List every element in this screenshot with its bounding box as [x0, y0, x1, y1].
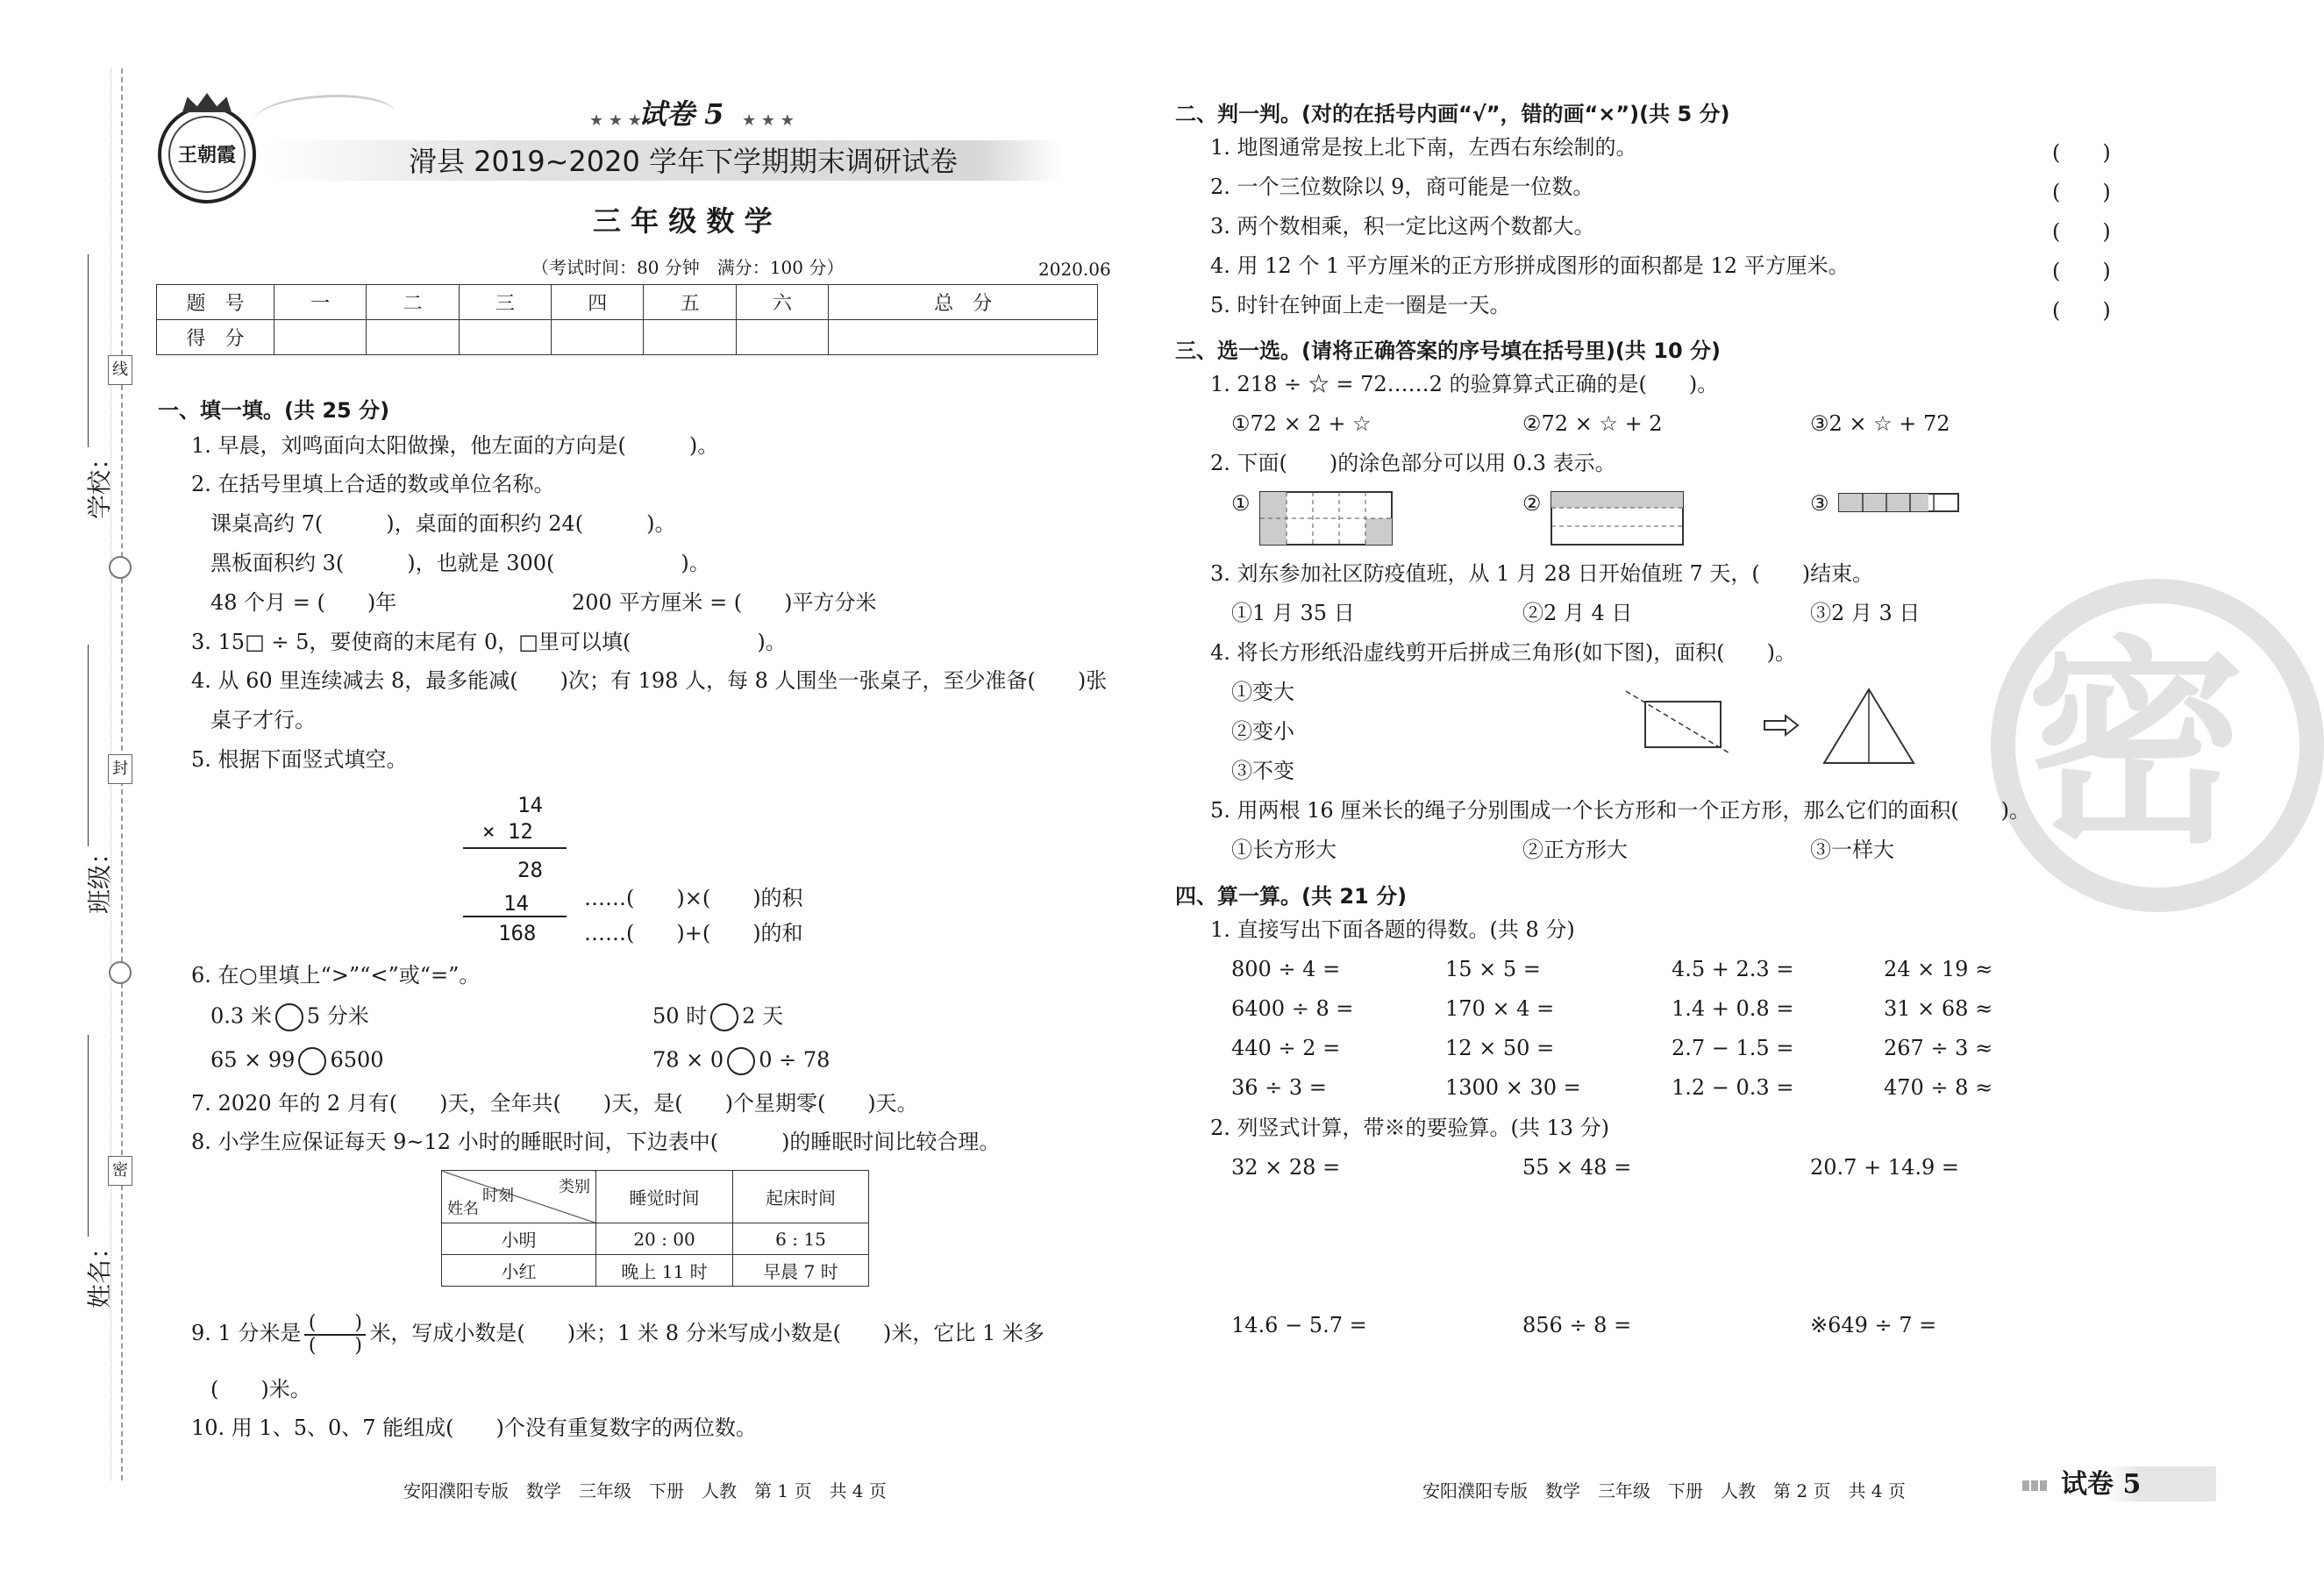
judge-item-3: 3. 两个数相乘，积一定比这两个数都大。	[1210, 214, 1595, 239]
header-stars-right: ★ ★ ★	[742, 111, 795, 130]
corner-label: 试卷 5	[2061, 1469, 2142, 1500]
oral-item: 1.4 + 0.8 =	[1672, 996, 1794, 1021]
corner-label-top: 类别	[559, 1178, 590, 1196]
judge-item-4: 4. 用 12 个 1 平方厘米的正方形拼成图形的面积都是 12 平方厘米。	[1210, 253, 1850, 278]
question-1-9-cont: ( )米。	[210, 1377, 311, 1401]
score-header-cell: 三	[459, 285, 551, 320]
choice-option[interactable]: ③一样大	[1810, 838, 1894, 862]
exam-date: 2020.06	[1038, 259, 1111, 280]
compare-left: 65 × 99	[210, 1047, 296, 1073]
question-1-4: 4. 从 60 里连续减去 8，最多能减( )次；有 198 人，每 8 人围坐一张桌子，至少准备( )张	[191, 668, 1108, 693]
corner-squares-icon	[2022, 1480, 2047, 1491]
name-field-line	[88, 1035, 89, 1237]
vertical-calc-note1: ……( )×( )的积	[584, 886, 803, 910]
choice-option[interactable]: ③	[1810, 491, 1829, 516]
compare-circle[interactable]	[710, 1003, 738, 1031]
class-field-line	[88, 645, 89, 846]
score-header-cell: 一	[274, 285, 367, 320]
logo-text: 王朝霞	[177, 144, 236, 167]
table-row	[442, 1255, 869, 1287]
judge-answer-4[interactable]: ( )	[2052, 259, 2111, 283]
choice-option[interactable]: ②变小	[1231, 719, 1294, 744]
watermark-text: 密	[2026, 617, 2245, 873]
judge-answer-5[interactable]: ( )	[2052, 298, 2111, 323]
judge-item-1: 1. 地图通常是按上北下南，左西右东绘制的。	[1210, 135, 1637, 160]
compare-circle[interactable]	[275, 1003, 303, 1031]
choice-question-3: 3. 刘东参加社区防疫值班，从 1 月 28 日开始值班 7 天，( )结束。	[1210, 561, 1874, 586]
score-input-cell[interactable]	[644, 320, 736, 355]
judge-answer-1[interactable]: ( )	[2052, 140, 2111, 165]
vertical-calc-item: 14.6 − 5.7 =	[1231, 1313, 1367, 1337]
vertical-calc-line3: 28	[496, 858, 543, 882]
choice-question-2: 2. 下面( )的涂色部分可以用 0.3 表示。	[1210, 451, 1616, 475]
sleep-cell: 20 : 00	[596, 1223, 733, 1255]
score-input-cell[interactable]	[459, 320, 551, 355]
question-1-9-start: 9. 1 分米是	[191, 1321, 302, 1345]
oral-item: 170 × 4 =	[1445, 996, 1555, 1021]
name-label: 姓名：	[85, 1234, 115, 1309]
question-1-2d: 200 平方厘米 = ( )平方分米	[572, 590, 877, 615]
choice-option[interactable]: ①	[1231, 491, 1251, 516]
vertical-calc-line4: 14	[482, 891, 529, 916]
part1-title: 一、填一填。(共 25 分)	[158, 398, 390, 423]
question-1-2c: 48 个月 = ( )年	[210, 590, 397, 615]
table-row	[157, 285, 1098, 320]
judge-answer-3[interactable]: ( )	[2052, 219, 2111, 244]
score-table	[156, 284, 1098, 355]
oral-item: 800 ÷ 4 =	[1231, 957, 1341, 981]
judge-item-2: 2. 一个三位数除以 9，商可能是一位数。	[1210, 175, 1594, 199]
vertical-calc-item: 55 × 48 =	[1522, 1155, 1632, 1180]
seal-mark-feng: 封	[108, 754, 132, 784]
choice-option[interactable]: ②2 月 4 日	[1522, 601, 1633, 625]
shaded-grid-figure-3	[1838, 493, 1959, 512]
compare-row-a	[210, 1003, 369, 1031]
oral-item: 1.2 − 0.3 =	[1672, 1075, 1794, 1100]
fraction-denominator: ( )	[308, 1334, 363, 1357]
table-row	[442, 1223, 869, 1255]
sleep-cell: 小明	[442, 1223, 596, 1255]
header-stars-left: ★ ★ ★	[589, 111, 642, 130]
score-input-cell[interactable]	[829, 320, 1098, 355]
binding-dot-icon	[109, 556, 132, 579]
sleep-header-cell: 起床时间	[733, 1171, 869, 1223]
compare-circle[interactable]	[727, 1047, 755, 1075]
choice-question-4: 4. 将长方形纸沿虚线剪开后拼成三角形(如下图)，面积( )。	[1210, 640, 1796, 665]
oral-item: 470 ÷ 8 ≈	[1884, 1075, 1993, 1100]
vertical-calc-item: 856 ÷ 8 =	[1522, 1313, 1632, 1337]
score-label-cell: 得 分	[157, 320, 274, 355]
compare-right: 5 分米	[306, 1003, 369, 1029]
compare-circle[interactable]	[298, 1047, 326, 1075]
oral-item: 31 × 68 ≈	[1884, 996, 1993, 1021]
vertical-calc-rule	[463, 847, 567, 849]
score-input-cell[interactable]	[736, 320, 828, 355]
main-title: 滑县 2019~2020 学年下学期期末调研试卷	[409, 145, 959, 178]
question-1-5: 5. 根据下面竖式填空。	[191, 747, 408, 772]
logo-crown-icon	[182, 93, 232, 112]
vertical-calc-item: ※649 ÷ 7 =	[1810, 1313, 1937, 1337]
seal-mark-mi: 密	[108, 1156, 132, 1186]
choice-question-1: 1. 218 ÷ ☆ = 72……2 的验算算式正确的是( )。	[1210, 372, 1719, 396]
choice-option[interactable]: ②72 × ☆ + 2	[1522, 411, 1663, 436]
question-1-2a: 课桌高约 7( )，桌面的面积约 24( )。	[210, 511, 676, 536]
oral-item: 12 × 50 =	[1445, 1036, 1555, 1060]
choice-option[interactable]: ①变大	[1231, 680, 1294, 704]
question-1-9-end: 米，写成小数是( )米；1 米 8 分米写成小数是( )米，它比 1 米多	[369, 1321, 1044, 1345]
table-row	[157, 320, 1098, 355]
question-1-9	[191, 1307, 1044, 1359]
arrow-right-icon	[1763, 714, 1800, 737]
choice-option[interactable]: ①1 月 35 日	[1231, 601, 1355, 625]
question-1-2b: 黑板面积约 3( )，也就是 300( )。	[210, 551, 710, 575]
question-1-3: 3. 15□ ÷ 5，要使商的末尾有 0，□里可以填( )。	[191, 630, 787, 654]
choice-option[interactable]: ③不变	[1231, 759, 1294, 783]
oral-item: 24 × 19 ≈	[1884, 957, 1993, 981]
vertical-calc-item: 20.7 + 14.9 =	[1810, 1155, 1959, 1180]
question-1-8: 8. 小学生应保证每天 9~12 小时的睡眠时间，下边表中( )的睡眠时间比较合理。	[191, 1130, 1001, 1154]
table-row	[442, 1171, 869, 1223]
oral-item: 4.5 + 2.3 =	[1672, 957, 1794, 981]
compare-left: 0.3 米	[210, 1003, 272, 1029]
compare-row-b	[652, 1003, 783, 1031]
sleep-corner-cell	[442, 1171, 596, 1223]
score-header-cell: 四	[552, 285, 644, 320]
question-1-10: 10. 用 1、5、0、7 能组成( )个没有重复数字的两位数。	[191, 1416, 757, 1440]
compare-right: 2 天	[742, 1003, 784, 1029]
calc-question-1: 1. 直接写出下面各题的得数。(共 8 分)	[1210, 917, 1575, 942]
compare-left: 78 × 0	[652, 1047, 724, 1073]
score-header-cell: 题 号	[157, 285, 274, 320]
question-1-2: 2. 在括号里填上合适的数或单位名称。	[191, 472, 555, 496]
cut-rectangle-figure	[1622, 688, 1736, 758]
school-field-line	[88, 254, 89, 447]
sleep-cell: 晚上 11 时	[596, 1255, 733, 1287]
choice-option[interactable]: ②	[1522, 491, 1542, 516]
class-label: 班级：	[85, 839, 115, 915]
score-input-cell[interactable]	[367, 320, 459, 355]
judge-answer-2[interactable]: ( )	[2052, 180, 2111, 204]
shaded-grid-figure-1	[1259, 491, 1393, 546]
oral-item: 36 ÷ 3 =	[1231, 1075, 1327, 1100]
choice-option[interactable]: ①72 × 2 + ☆	[1231, 411, 1372, 436]
compare-row-d	[652, 1047, 830, 1075]
corner-label-bottom: 姓名	[447, 1200, 479, 1218]
part2-title: 二、判一判。(对的在括号内画“√”，错的画“×”)(共 5 分)	[1175, 102, 1730, 126]
footer-left: 安阳濮阳专版 数学 三年级 下册 人教 第 1 页 共 4 页	[403, 1480, 887, 1501]
part3-title: 三、选一选。(请将正确答案的序号填在括号里)(共 10 分)	[1175, 339, 1721, 363]
oral-item: 267 ÷ 3 ≈	[1884, 1036, 1993, 1060]
fraction-numerator: ( )	[308, 1311, 363, 1334]
vertical-calc-item: 32 × 28 =	[1231, 1155, 1341, 1180]
logo-seal	[158, 105, 256, 203]
sleep-cell: 小红	[442, 1255, 596, 1287]
fraction-blank[interactable]	[304, 1313, 366, 1357]
compare-right: 0 ÷ 78	[759, 1047, 831, 1073]
score-header-cell: 总 分	[829, 285, 1098, 320]
choice-question-5: 5. 用两根 16 厘米长的绳子分别围成一个长方形和一个正方形，那么它们的面积( )。	[1210, 798, 2031, 823]
paper-label: 试卷 5	[638, 97, 724, 131]
binding-dot-icon	[109, 961, 132, 984]
question-1-4-cont: 桌子才行。	[210, 708, 316, 732]
sleep-table	[441, 1170, 869, 1287]
score-input-cell[interactable]	[274, 320, 367, 355]
vertical-calc-line1: 14	[496, 793, 543, 817]
oral-item: 6400 ÷ 8 =	[1231, 996, 1354, 1021]
header-ribbon-swoosh	[254, 95, 395, 139]
sleep-header-cell: 睡觉时间	[596, 1171, 733, 1223]
sleep-cell: 6 : 15	[733, 1223, 869, 1255]
score-header-cell: 五	[644, 285, 736, 320]
oral-item: 1300 × 30 =	[1445, 1075, 1581, 1100]
question-1-6: 6. 在○里填上“>”“<”或“=”。	[191, 963, 481, 988]
triangle-figure	[1822, 688, 1915, 765]
subject-title: 三 年 级 数 学	[593, 204, 773, 238]
sleep-cell: 早晨 7 时	[733, 1255, 869, 1287]
score-input-cell[interactable]	[552, 320, 644, 355]
vertical-calc-line5: 168	[498, 921, 537, 945]
question-1-1: 1. 早晨，刘鸣面向太阳做操，他左面的方向是( )。	[191, 433, 719, 458]
vertical-calc-rule	[463, 916, 567, 917]
oral-item: 2.7 − 1.5 =	[1672, 1036, 1794, 1060]
oral-item: 440 ÷ 2 =	[1231, 1036, 1341, 1060]
footer-right: 安阳濮阳专版 数学 三年级 下册 人教 第 2 页 共 4 页	[1422, 1480, 1906, 1501]
compare-right: 6500	[330, 1047, 384, 1073]
question-1-7: 7. 2020 年的 2 月有( )天，全年共( )天，是( )个星期零( )天。	[191, 1091, 918, 1116]
choice-option[interactable]: ③2 × ☆ + 72	[1810, 411, 1950, 436]
school-label: 学校：	[85, 445, 115, 520]
choice-option[interactable]: ①长方形大	[1231, 838, 1337, 862]
compare-row-c	[210, 1047, 384, 1075]
shaded-grid-figure-2	[1551, 491, 1684, 546]
choice-option[interactable]: ③2 月 3 日	[1810, 601, 1921, 625]
seal-mark-xian: 线	[108, 355, 132, 385]
oral-item: 15 × 5 =	[1445, 957, 1541, 981]
vertical-calc-note2: ……( )+( )的和	[584, 921, 803, 945]
score-header-cell: 二	[367, 285, 459, 320]
choice-option[interactable]: ②正方形大	[1522, 838, 1628, 862]
vertical-calc-line2: × 12	[482, 819, 533, 844]
judge-item-5: 5. 时针在钟面上走一圈是一天。	[1210, 293, 1511, 317]
score-header-cell: 六	[736, 285, 828, 320]
compare-left: 50 时	[652, 1003, 708, 1029]
part4-title: 四、算一算。(共 21 分)	[1175, 884, 1408, 909]
exam-info: （考试时间：80 分钟 满分：100 分）	[531, 257, 845, 278]
calc-question-2: 2. 列竖式计算，带※的要验算。(共 13 分)	[1210, 1116, 1610, 1140]
corner-label-mid: 时刻	[482, 1187, 514, 1205]
